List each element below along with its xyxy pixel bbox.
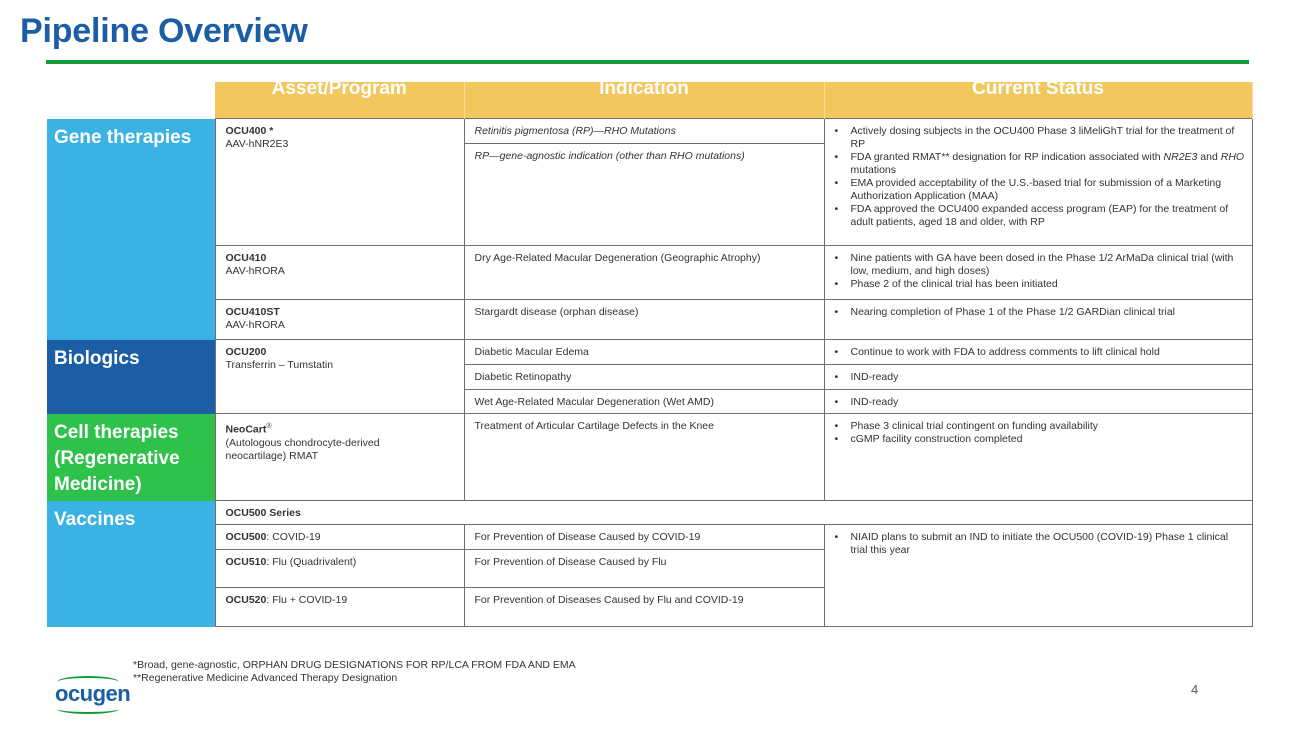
indication-cell: Diabetic Macular Edema — [464, 340, 824, 365]
category-label: (Regenerative — [54, 447, 180, 469]
asset-sub: Transferrin – Tumstatin — [225, 359, 334, 371]
asset-ocu200 — [215, 340, 464, 414]
category-vaccines — [47, 501, 215, 627]
asset-name: OCU410 — [225, 252, 267, 264]
table-row — [47, 414, 1252, 501]
table-row — [47, 300, 1252, 340]
asset-ocu400 — [215, 119, 464, 246]
footnotes — [133, 659, 576, 685]
logo-arc-bottom — [57, 704, 119, 714]
indication-text: Retinitis pigmentosa (RP)—RHO Mutations — [474, 125, 676, 137]
asset-sub: (Autologous chondrocyte-derived — [225, 436, 380, 449]
category-gene-therapies — [47, 119, 215, 340]
category-label: Medicine) — [54, 473, 142, 495]
header-blank — [47, 82, 215, 119]
status-cell — [824, 119, 1252, 246]
status-item: • IND-ready — [849, 396, 1246, 409]
indication-cell: Stargardt disease (orphan disease) — [464, 300, 824, 340]
status-cell — [824, 414, 1252, 501]
status-item: • Continue to work with FDA to address comments to lift clinical hold — [849, 346, 1246, 359]
status-cell — [824, 525, 1252, 627]
status-item: • Nearing completion of Phase 1 of the Phase 1/2 GARDian clinical trial — [849, 306, 1246, 319]
header-asset: Asset/Program — [215, 82, 464, 119]
category-biologics — [47, 340, 215, 414]
status-cell — [824, 340, 1252, 365]
indication-text: RP—gene-agnostic indication (other than RHO mutations) — [474, 150, 745, 162]
status-item: • NIAID plans to submit an IND to initiate the OCU500 (COVID-19) Phase 1 clinical trial this year — [849, 531, 1246, 557]
status-cell — [824, 390, 1252, 414]
footnote: *Broad, gene-agnostic, ORPHAN DRUG DESIGNATIONS FOR RP/LCA FROM FDA AND EMA — [133, 659, 576, 671]
indication-cell: Diabetic Retinopathy — [464, 365, 824, 390]
header-status: Current Status — [824, 82, 1252, 119]
indication-cell: For Prevention of Diseases Caused by Flu and COVID-19 — [464, 588, 824, 627]
status-item: • Phase 3 clinical trial contingent on funding availability — [849, 420, 1246, 433]
status-item: • Phase 2 of the clinical trial has been initiated — [849, 278, 1246, 291]
category-label: Vaccines — [54, 508, 136, 530]
indication-cell: Dry Age-Related Macular Degeneration (Geographic Atrophy) — [464, 246, 824, 300]
indication-cell: Treatment of Articular Cartilage Defects in the Knee — [464, 414, 824, 501]
status-item: • Actively dosing subjects in the OCU400 Phase 3 liMeliGhT trial for the treatment of RP — [849, 125, 1246, 151]
category-label: Biologics — [54, 347, 140, 369]
status-item: • Nine patients with GA have been dosed in the Phase 1/2 ArMaDa clinical trial (with low, medium, and high doses) — [849, 252, 1246, 278]
ocugen-logo — [55, 673, 131, 715]
indication-cell — [464, 144, 824, 246]
pipeline-table — [47, 78, 1253, 627]
page-number: 4 — [1191, 682, 1199, 697]
status-item: • FDA granted RMAT** designation for RP indication associated with NR2E3 and RHO mutations — [849, 151, 1246, 177]
logo-text: ocugen — [55, 681, 131, 706]
status-cell — [824, 246, 1252, 300]
asset-neocart — [215, 414, 464, 501]
title-divider — [46, 60, 1249, 64]
asset-ocu520: OCU520: Flu + COVID-19 — [215, 588, 464, 627]
vaccine-series-row: OCU500 Series — [215, 501, 1252, 525]
table-header-row — [47, 82, 1252, 119]
table-row — [47, 340, 1252, 365]
page-title: Pipeline Overview — [20, 12, 308, 50]
category-cell-therapies — [47, 414, 215, 501]
indication-cell: For Prevention of Disease Caused by Flu — [464, 550, 824, 588]
table-row — [47, 119, 1252, 144]
asset-ocu410st — [215, 300, 464, 340]
indication-cell: For Prevention of Disease Caused by COVID-19 — [464, 525, 824, 550]
status-item: • FDA approved the OCU400 expanded access program (EAP) for the treatment of adult patients, aged 18 and older, with RP — [849, 203, 1246, 229]
category-label: Cell therapies — [54, 421, 179, 443]
asset-name: OCU200 — [225, 346, 267, 358]
asset-name: OCU410ST — [225, 306, 280, 318]
category-label: Gene therapies — [54, 126, 192, 148]
table-row — [47, 525, 1252, 550]
asset-name: OCU400 * — [225, 125, 274, 137]
status-item: • EMA provided acceptability of the U.S.-based trial for submission of a Marketing Authorization Application (MAA) — [849, 177, 1246, 203]
footnote: **Regenerative Medicine Advanced Therapy Designation — [133, 672, 398, 684]
indication-cell — [464, 119, 824, 144]
status-cell — [824, 365, 1252, 390]
status-item: • cGMP facility construction completed — [849, 433, 1246, 446]
asset-sub: AAV-hRORA — [225, 319, 285, 331]
status-cell — [824, 300, 1252, 340]
asset-ocu410 — [215, 246, 464, 300]
indication-cell: Wet Age-Related Macular Degeneration (Wet AMD) — [464, 390, 824, 414]
table-row — [47, 246, 1252, 300]
header-indication: Indication — [464, 82, 824, 119]
asset-ocu510: OCU510: Flu (Quadrivalent) — [215, 550, 464, 588]
asset-ocu500: OCU500: COVID-19 — [215, 525, 464, 550]
asset-sub: AAV-hRORA — [225, 265, 285, 277]
asset-sub: neocartilage) RMAT — [225, 449, 319, 462]
asset-name: NeoCart® — [225, 423, 272, 436]
asset-sub: AAV-hNR2E3 — [225, 138, 289, 150]
status-item: • IND-ready — [849, 371, 1246, 384]
table-row — [47, 501, 1252, 525]
